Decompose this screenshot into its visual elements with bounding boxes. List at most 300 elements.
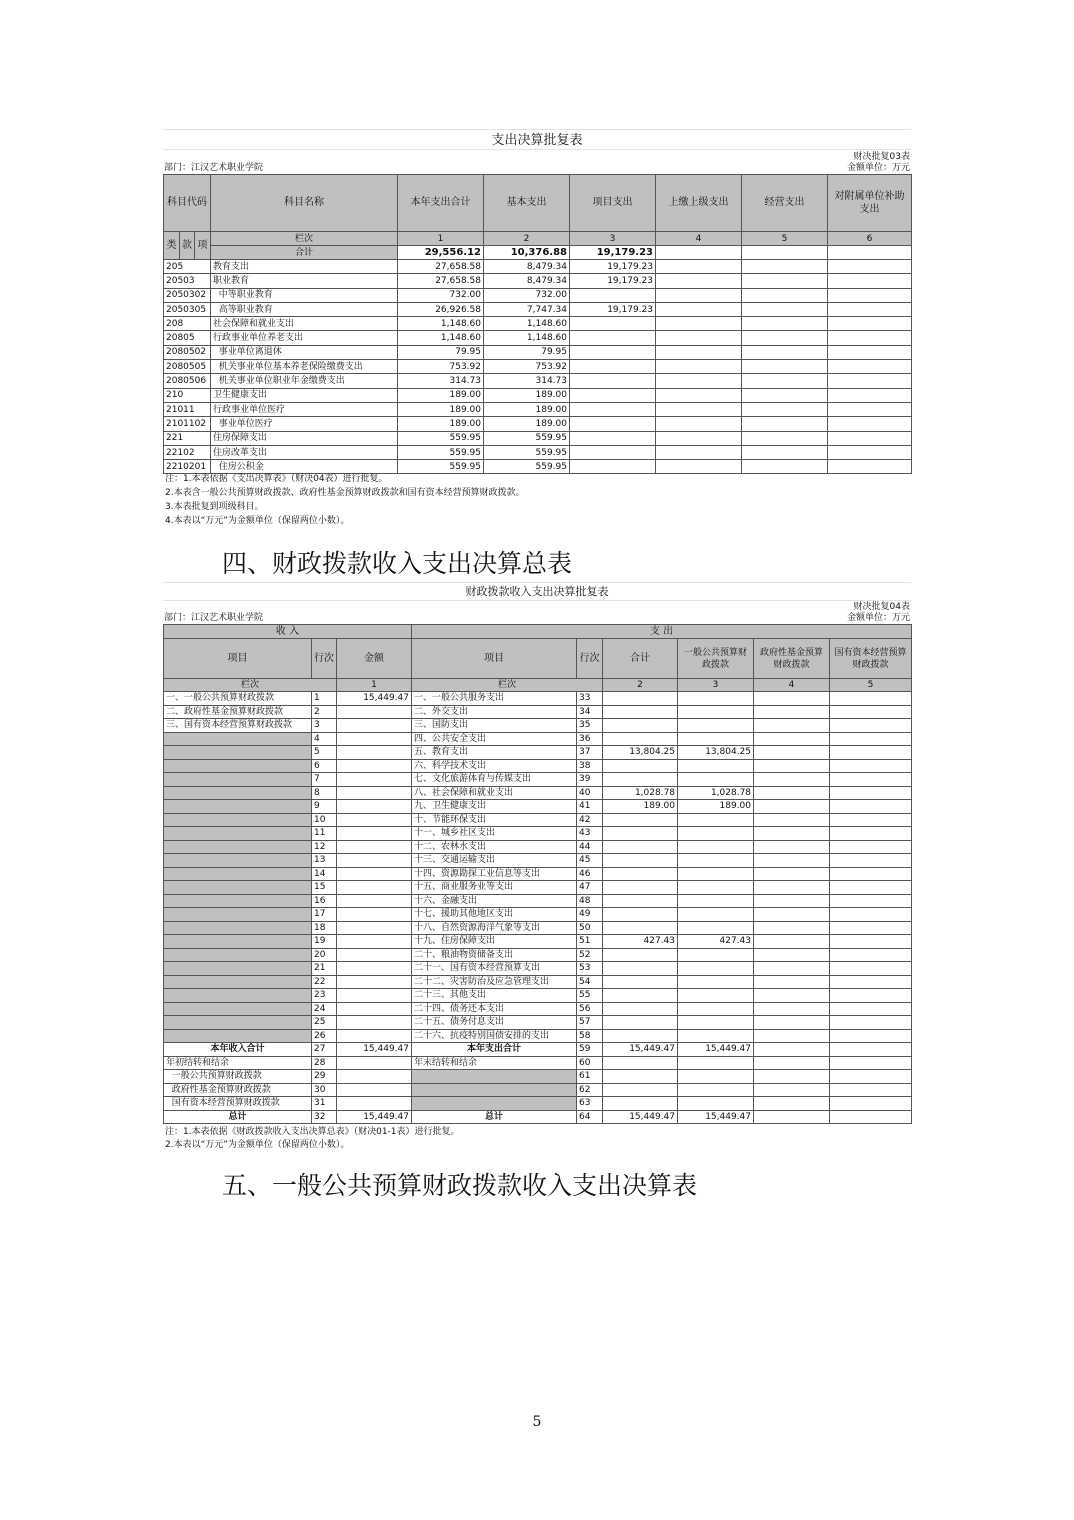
- income-line: 21: [312, 962, 337, 976]
- expense-total: [603, 948, 678, 962]
- lanci-label: 栏次: [412, 679, 603, 692]
- table-row: [164, 1110, 912, 1124]
- income-item: 三、国有资本经营预算财政拨款: [164, 719, 312, 733]
- income-line: 25: [312, 1016, 337, 1030]
- income-line: 6: [312, 759, 337, 773]
- table3-dept: 部门：江汉艺术职业学院: [164, 163, 264, 173]
- table-row: [164, 948, 912, 962]
- income-amount: [337, 786, 412, 800]
- basic-cell: 314.73: [484, 374, 570, 388]
- table4-title: 财政拨款收入支出决算批复表: [465, 585, 609, 598]
- header-line: 行次: [312, 639, 337, 679]
- project-cell: 19,179.23: [570, 302, 656, 316]
- income-amount: [337, 975, 412, 989]
- expense-line: 55: [577, 989, 603, 1003]
- expense-total: 13,804.25: [603, 746, 678, 760]
- expense-line: 34: [577, 705, 603, 719]
- expense-general: [678, 1083, 754, 1097]
- project-cell: [570, 445, 656, 459]
- expense-item: 年末结转和结余: [412, 1056, 577, 1070]
- col-num: 2: [484, 232, 570, 246]
- expense-general: [678, 894, 754, 908]
- expense-total: 15,449.47: [603, 1110, 678, 1124]
- table-row: [164, 813, 912, 827]
- expense-line: 41: [577, 800, 603, 814]
- expense-general: [678, 908, 754, 922]
- table4-code: 财决批复04表: [853, 602, 910, 612]
- expense-general: [678, 732, 754, 746]
- income-item: 总计: [164, 1110, 312, 1124]
- expense-item: 二十一、国有资本经营预算支出: [412, 962, 577, 976]
- expense-general: [678, 881, 754, 895]
- expense-total: [603, 827, 678, 841]
- income-item: [164, 881, 312, 895]
- income-line: 7: [312, 773, 337, 787]
- expense-header: 支 出: [412, 625, 912, 639]
- expense-item: 五、教育支出: [412, 746, 577, 760]
- table-row: [164, 935, 912, 949]
- expense-item: 十二、农林水支出: [412, 840, 577, 854]
- expense-general: 189.00: [678, 800, 754, 814]
- income-item: [164, 867, 312, 881]
- expense-line: 44: [577, 840, 603, 854]
- expense-general: [678, 759, 754, 773]
- subject-code: 208: [164, 317, 211, 331]
- table-row: [164, 460, 912, 474]
- subject-code: 20503: [164, 274, 211, 288]
- income-line: 12: [312, 840, 337, 854]
- expense-item: 四、公共安全支出: [412, 732, 577, 746]
- project-cell: [570, 331, 656, 345]
- expense-item: 二十三、其他支出: [412, 989, 577, 1003]
- basic-cell: 559.95: [484, 445, 570, 459]
- header-operate: 经营支出: [742, 175, 828, 232]
- expenditure-table: [163, 174, 911, 474]
- basic-cell: 8,479.34: [484, 274, 570, 288]
- income-amount: [337, 962, 412, 976]
- income-amount: [337, 908, 412, 922]
- income-amount: [337, 1002, 412, 1016]
- subject-code: 22102: [164, 445, 211, 459]
- table-row: [164, 732, 912, 746]
- income-amount: 15,449.47: [337, 1110, 412, 1124]
- page-number: 5: [532, 1414, 542, 1430]
- subject-code: 210: [164, 388, 211, 402]
- income-amount: [337, 1056, 412, 1070]
- income-line: 13: [312, 854, 337, 868]
- expense-line: 59: [577, 1043, 603, 1057]
- basic-cell: 189.00: [484, 402, 570, 416]
- expense-item: 十九、住房保障支出: [412, 935, 577, 949]
- expense-general: [678, 975, 754, 989]
- project-cell: [570, 374, 656, 388]
- expense-total: [603, 975, 678, 989]
- income-amount: [337, 1029, 412, 1043]
- income-line: 3: [312, 719, 337, 733]
- expense-line: 52: [577, 948, 603, 962]
- income-item: [164, 786, 312, 800]
- header-superior: 上缴上级支出: [656, 175, 742, 232]
- income-amount: [337, 827, 412, 841]
- expense-line: 54: [577, 975, 603, 989]
- project-cell: [570, 431, 656, 445]
- subject-code: 2210201: [164, 460, 211, 474]
- expense-general: [678, 1070, 754, 1084]
- expense-general: [678, 867, 754, 881]
- expense-total: [603, 732, 678, 746]
- subject-name: 社会保障和就业支出: [211, 317, 398, 331]
- total-cell: 1,148.60: [398, 331, 484, 345]
- expense-line: 43: [577, 827, 603, 841]
- expense-line: 53: [577, 962, 603, 976]
- income-line: 2: [312, 705, 337, 719]
- project-cell: [570, 460, 656, 474]
- subject-name: 卫生健康支出: [211, 388, 398, 402]
- table-row: [164, 317, 912, 331]
- expense-total: [603, 692, 678, 706]
- income-item: [164, 975, 312, 989]
- expense-general: [678, 1056, 754, 1070]
- table-row: [164, 881, 912, 895]
- income-item: [164, 948, 312, 962]
- expense-total: [603, 854, 678, 868]
- col-num: 5: [742, 232, 828, 246]
- header-xiang: 项: [195, 232, 211, 260]
- expense-total: [603, 894, 678, 908]
- table-row: [164, 962, 912, 976]
- income-item: [164, 746, 312, 760]
- subject-code: 2080505: [164, 360, 211, 374]
- expense-item: [412, 1083, 577, 1097]
- expense-line: 35: [577, 719, 603, 733]
- table3-code: 财决批复03表: [853, 152, 910, 162]
- income-header: 收 入: [164, 625, 412, 639]
- expense-general: [678, 921, 754, 935]
- income-item: [164, 773, 312, 787]
- subject-code: 20805: [164, 331, 211, 345]
- income-item: 本年收入合计: [164, 1043, 312, 1057]
- expense-total: [603, 921, 678, 935]
- table-row: [164, 908, 912, 922]
- header-name: 科目名称: [211, 175, 398, 232]
- income-item: [164, 1016, 312, 1030]
- table-row: [164, 975, 912, 989]
- expense-line: 48: [577, 894, 603, 908]
- income-amount: [337, 813, 412, 827]
- expense-item: 十六、金融支出: [412, 894, 577, 908]
- expense-general: [678, 1029, 754, 1043]
- col-num: 4: [656, 232, 742, 246]
- col-num: 3: [678, 679, 754, 692]
- header-amount: 金额: [337, 639, 412, 679]
- expense-item: [412, 1070, 577, 1084]
- income-item: [164, 989, 312, 1003]
- expense-item: 总计: [412, 1110, 577, 1124]
- header-kuan: 款: [180, 232, 195, 260]
- expense-general: 427.43: [678, 935, 754, 949]
- basic-cell: 732.00: [484, 288, 570, 302]
- project-cell: [570, 317, 656, 331]
- expense-line: 50: [577, 921, 603, 935]
- lanci-label: 栏次: [211, 232, 398, 246]
- expense-total: [603, 773, 678, 787]
- income-amount: [337, 732, 412, 746]
- income-line: 29: [312, 1070, 337, 1084]
- table4-dept: 部门：江汉艺术职业学院: [164, 613, 264, 623]
- expense-line: 38: [577, 759, 603, 773]
- expense-item: 十三、交通运输支出: [412, 854, 577, 868]
- expense-general: [678, 1002, 754, 1016]
- subject-code: 221: [164, 431, 211, 445]
- income-item: [164, 908, 312, 922]
- col-num: 4: [754, 679, 830, 692]
- total-cell: 732.00: [398, 288, 484, 302]
- table-row: [164, 800, 912, 814]
- table-row: [164, 445, 912, 459]
- table-row: [164, 1083, 912, 1097]
- income-line: 26: [312, 1029, 337, 1043]
- total-cell: 314.73: [398, 374, 484, 388]
- expense-total: [603, 1016, 678, 1030]
- expense-general: [678, 827, 754, 841]
- table-row: [164, 431, 912, 445]
- basic-cell: 7,747.34: [484, 302, 570, 316]
- expense-item: 二十四、债务还本支出: [412, 1002, 577, 1016]
- expense-line: 33: [577, 692, 603, 706]
- basic-cell: 8,479.34: [484, 260, 570, 274]
- table-row: [164, 921, 912, 935]
- expense-total: [603, 840, 678, 854]
- expense-total: [603, 989, 678, 1003]
- expense-general: [678, 854, 754, 868]
- header-general: 一般公共预算财政拨款: [678, 639, 754, 679]
- income-amount: [337, 773, 412, 787]
- table-row: [164, 854, 912, 868]
- income-item: [164, 935, 312, 949]
- income-item: [164, 894, 312, 908]
- income-amount: [337, 948, 412, 962]
- income-line: 24: [312, 1002, 337, 1016]
- expense-total: [603, 1056, 678, 1070]
- income-line: 4: [312, 732, 337, 746]
- expense-line: 63: [577, 1097, 603, 1111]
- expense-item: 十四、资源勘探工业信息等支出: [412, 867, 577, 881]
- subject-name: 职业教育: [211, 274, 398, 288]
- income-line: 22: [312, 975, 337, 989]
- table-row: [164, 746, 912, 760]
- basic-cell: 189.00: [484, 388, 570, 402]
- header-code: 科目代码: [164, 175, 211, 232]
- subject-name: 行政事业单位医疗: [211, 402, 398, 416]
- income-amount: [337, 894, 412, 908]
- table-row: [164, 1016, 912, 1030]
- expense-total: [603, 1070, 678, 1084]
- income-line: 11: [312, 827, 337, 841]
- table3-unit: 金额单位：万元: [846, 163, 910, 173]
- expense-general: [678, 989, 754, 1003]
- project-cell: [570, 417, 656, 431]
- subject-code: 2080502: [164, 345, 211, 359]
- income-amount: [337, 854, 412, 868]
- expense-line: 46: [577, 867, 603, 881]
- expense-total: [603, 1002, 678, 1016]
- sum-basic: 10,376.88: [484, 246, 570, 260]
- table-row: [164, 719, 912, 733]
- expense-total: 15,449.47: [603, 1043, 678, 1057]
- income-item: [164, 732, 312, 746]
- income-amount: [337, 921, 412, 935]
- table-row: [164, 1002, 912, 1016]
- expense-total: 189.00: [603, 800, 678, 814]
- col-num: 3: [570, 232, 656, 246]
- header-total: 本年支出合计: [398, 175, 484, 232]
- project-cell: [570, 402, 656, 416]
- table-row: [164, 1029, 912, 1043]
- expense-line: 37: [577, 746, 603, 760]
- expense-general: [678, 948, 754, 962]
- income-amount: [337, 1097, 412, 1111]
- income-amount: [337, 840, 412, 854]
- income-amount: 15,449.47: [337, 692, 412, 706]
- table-row: [164, 786, 912, 800]
- table-row: [164, 1097, 912, 1111]
- income-amount: [337, 1070, 412, 1084]
- header-lei: 类: [164, 232, 180, 260]
- expense-line: 58: [577, 1029, 603, 1043]
- subject-name: 中等职业教育: [211, 288, 398, 302]
- sum-label: 合计: [211, 246, 398, 260]
- project-cell: [570, 288, 656, 302]
- income-line: 15: [312, 881, 337, 895]
- expense-line: 64: [577, 1110, 603, 1124]
- expense-line: 40: [577, 786, 603, 800]
- expense-total: [603, 705, 678, 719]
- expense-total: [603, 867, 678, 881]
- expense-general: [678, 840, 754, 854]
- income-item: 国有资本经营预算财政拨款: [164, 1097, 312, 1111]
- header-total: 合计: [603, 639, 678, 679]
- income-line: 10: [312, 813, 337, 827]
- income-amount: [337, 719, 412, 733]
- expense-line: 57: [577, 1016, 603, 1030]
- income-item: [164, 1002, 312, 1016]
- total-cell: 79.95: [398, 345, 484, 359]
- lanci-label: 栏次: [164, 679, 337, 692]
- project-cell: [570, 388, 656, 402]
- header-item: 项目: [412, 639, 577, 679]
- basic-cell: 79.95: [484, 345, 570, 359]
- expense-item: 二十五、债务付息支出: [412, 1016, 577, 1030]
- table-row: [164, 402, 912, 416]
- subject-name: 住房公积金: [211, 460, 398, 474]
- expense-item: 二十、粮油物资储备支出: [412, 948, 577, 962]
- sum-total: 29,556.12: [398, 246, 484, 260]
- table-row: [164, 360, 912, 374]
- project-cell: [570, 360, 656, 374]
- expense-item: 一、一般公共服务支出: [412, 692, 577, 706]
- expense-item: [412, 1097, 577, 1111]
- income-item: 二、政府性基金预算财政拨款: [164, 705, 312, 719]
- table-row: [164, 692, 912, 706]
- income-line: 16: [312, 894, 337, 908]
- income-item: [164, 854, 312, 868]
- income-line: 27: [312, 1043, 337, 1057]
- expense-line: 47: [577, 881, 603, 895]
- income-amount: [337, 867, 412, 881]
- header-basic: 基本支出: [484, 175, 570, 232]
- table4-note: 2.本表以“万元”为金额单位（保留两位小数）。: [165, 1140, 350, 1150]
- income-amount: [337, 705, 412, 719]
- income-item: 一般公共预算财政拨款: [164, 1070, 312, 1084]
- income-amount: [337, 746, 412, 760]
- expense-general: 13,804.25: [678, 746, 754, 760]
- total-cell: 27,658.58: [398, 260, 484, 274]
- total-cell: 559.95: [398, 445, 484, 459]
- basic-cell: 559.95: [484, 431, 570, 445]
- expense-item: 二十六、抗疫特别国债安排的支出: [412, 1029, 577, 1043]
- col-num: 5: [830, 679, 912, 692]
- subject-name: 机关事业单位基本养老保险缴费支出: [211, 360, 398, 374]
- total-cell: 753.92: [398, 360, 484, 374]
- table3-note: 注：1.本表依据《支出决算表》（财决04表）进行批复。: [165, 474, 388, 484]
- table3-title: 支出决算批复表: [491, 133, 583, 148]
- table-row: [164, 388, 912, 402]
- subject-name: 高等职业教育: [211, 302, 398, 316]
- income-amount: [337, 989, 412, 1003]
- table-row: [164, 302, 912, 316]
- table4-note: 注：1.本表依据《财政拨款收入支出决算总表》（财决01-1表）进行批复。: [165, 1127, 460, 1137]
- expense-line: 36: [577, 732, 603, 746]
- subject-name: 机关事业单位职业年金缴费支出: [211, 374, 398, 388]
- expense-line: 62: [577, 1083, 603, 1097]
- subject-name: 住房保障支出: [211, 431, 398, 445]
- expense-total: 1,028.78: [603, 786, 678, 800]
- expense-total: [603, 962, 678, 976]
- table-row: [164, 1043, 912, 1057]
- subject-code: 2050305: [164, 302, 211, 316]
- income-amount: [337, 1016, 412, 1030]
- table-row: [164, 989, 912, 1003]
- table3-note: 3.本表批复到项级科目。: [165, 502, 264, 512]
- expense-item: 三、国防支出: [412, 719, 577, 733]
- basic-cell: 559.95: [484, 460, 570, 474]
- income-amount: [337, 800, 412, 814]
- income-line: 17: [312, 908, 337, 922]
- expense-item: 七、文化旅游体育与传媒支出: [412, 773, 577, 787]
- expense-general: [678, 962, 754, 976]
- expense-item: 本年支出合计: [412, 1043, 577, 1057]
- income-line: 18: [312, 921, 337, 935]
- expense-general: 15,449.47: [678, 1043, 754, 1057]
- expense-line: 49: [577, 908, 603, 922]
- header-item: 项目: [164, 639, 312, 679]
- table-row: [164, 773, 912, 787]
- income-item: [164, 813, 312, 827]
- income-line: 20: [312, 948, 337, 962]
- table-row: [164, 840, 912, 854]
- expense-line: 45: [577, 854, 603, 868]
- expense-line: 56: [577, 1002, 603, 1016]
- expense-item: 九、卫生健康支出: [412, 800, 577, 814]
- subject-code: 2050302: [164, 288, 211, 302]
- subject-code: 2101102: [164, 417, 211, 431]
- expense-general: [678, 1016, 754, 1030]
- subject-name: 事业单位医疗: [211, 417, 398, 431]
- expense-general: 1,028.78: [678, 786, 754, 800]
- expense-total: [603, 759, 678, 773]
- expense-item: 二十二、灾害防治及应急管理支出: [412, 975, 577, 989]
- fiscal-appropriation-table: [163, 624, 911, 1124]
